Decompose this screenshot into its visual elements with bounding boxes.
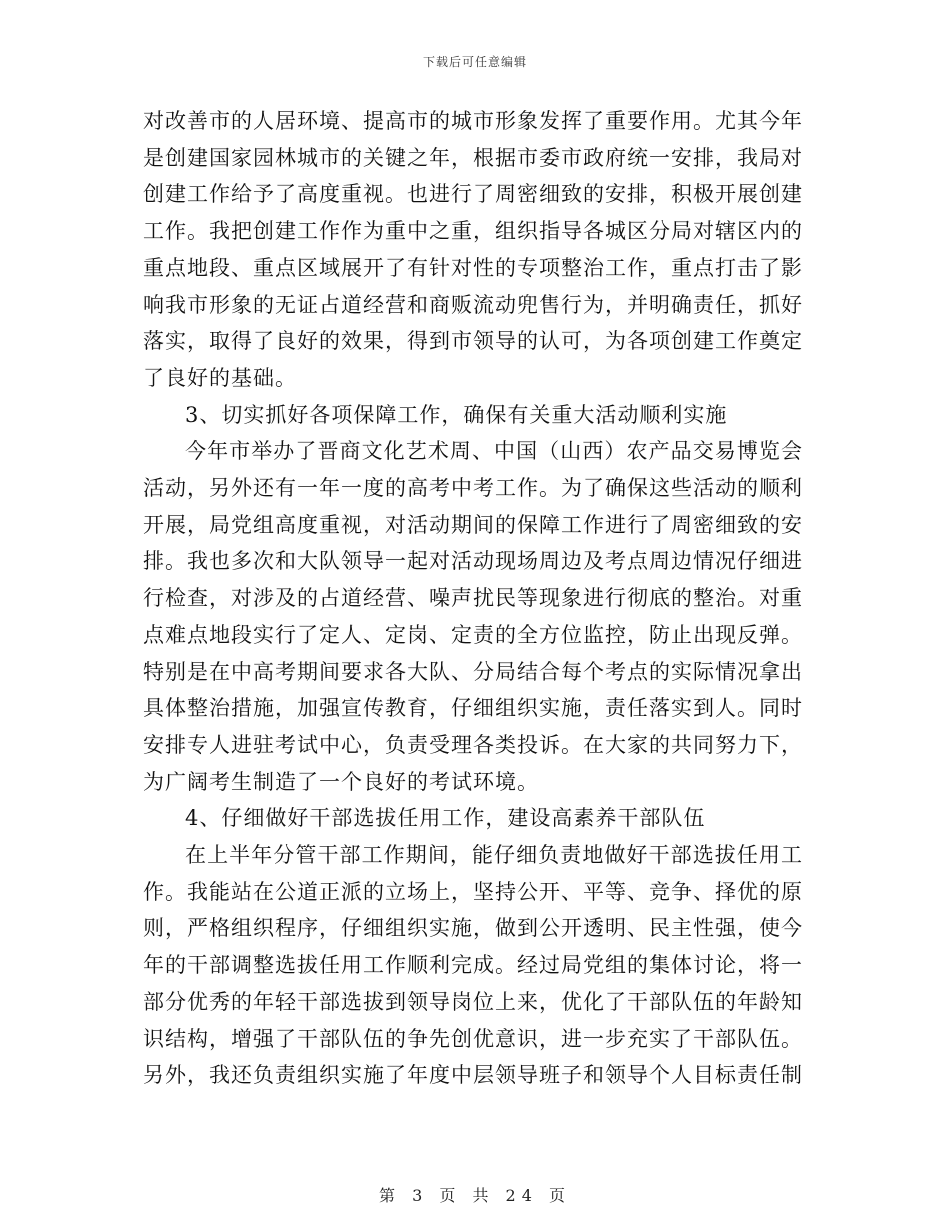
document-body [143, 103, 803, 1094]
section-heading-4: 4、仔细做好干部选拔任用工作，建设高素养干部队伍 [185, 806, 706, 831]
paragraph: 今年市举办了晋商文化艺术周、中国（山西）农产品交易博览会活动，另外还有一年一度的高考中考工作。为了确保这些活动的顺利开展，局党组高度重视，对活动期间的保障工作进行了周密细致的安排。我也多次和大队领导一起对活动现场周边及考点周边情况仔细进行检查，对涉及的占道经营、噪声扰民等现象进行彻底的整治。对重点难点地段实行了定人、定岗、定责的全方位监控，防止出现反弹。特别是在中高考期间要求各大队、分局结合每个考点的实际情况拿出具体整治措施，加强宣传教育，仔细组织实施，责任落实到人。同时安排专人进驻考试中心，负责受理各类投诉。在大家的共同努力下，为广阔考生制造了一个良好的考试环境。 [143, 439, 803, 794]
section-heading-3: 3、切实抓好各项保障工作，确保有关重大活动顺利实施 [185, 402, 728, 427]
page-number-footer: 第 3 页 共 24 页 [379, 1186, 571, 1205]
page-header: 下载后可任意编辑 [422, 55, 527, 69]
paragraph-continued: 对改善市的人居环境、提高市的城市形象发挥了重要作用。尤其今年是创建国家园林城市的关键之年，根据市委市政府统一安排，我局对创建工作给予了高度重视。也进行了周密细致的安排，积极开展创建工作。我把创建工作作为重中之重，组织指导各城区分局对辖区内的重点地段、重点区域展开了有针对性的专项整治工作，重点打击了影响我市形象的无证占道经营和商贩流动兜售行为，并明确责任，抓好落实，取得了良好的效果，得到市领导的认可，为各项创建工作奠定了良好的基础。 [143, 109, 803, 390]
paragraph: 在上半年分管干部工作期间，能仔细负责地做好干部选拔任用工作。我能站在公道正派的立场上，坚持公开、平等、竞争、择优的原则，严格组织程序，仔细组织实施，做到公开透明、民主性强，使今年的干部调整选拔任用工作顺利完成。经过局党组的集体讨论，将一部分优秀的年轻干部选拔到领导岗位上来，优化了干部队伍的年龄知识结构，增强了干部队伍的争先创优意识，进一步充实了干部队伍。另外，我还负责组织实施了年度中层领导班子和领导个人目标责任制 [143, 843, 803, 1088]
